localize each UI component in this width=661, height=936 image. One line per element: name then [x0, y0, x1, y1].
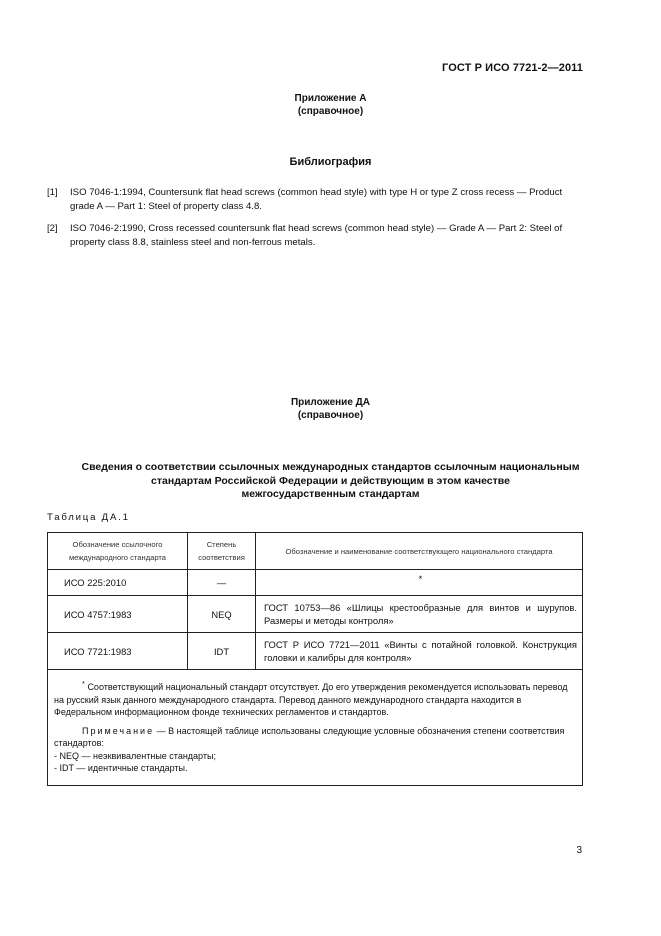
national-standard-cell: *: [256, 570, 583, 596]
intl-standard-cell: ИСО 225:2010: [48, 570, 188, 596]
table-header-row: [48, 533, 583, 570]
intl-standard-cell: ИСО 7721:1983: [48, 633, 188, 670]
degree-cell: —: [188, 570, 256, 596]
header-national-standard: Обозначение и наименование соответствующего национального стандарта: [256, 533, 583, 570]
bibliography-item-number: [2]: [47, 223, 58, 234]
appendix-a-heading: [0, 92, 661, 118]
svedeniya-line-3: межгосударственным стандартам: [241, 488, 420, 500]
national-standard-cell: ГОСТ 10753—86 «Шлицы крестообразные для винтов и шурупов. Размеры и методы контроля»: [256, 596, 583, 633]
bibliography-item: [47, 222, 583, 250]
table-row: [48, 596, 583, 633]
header-intl-standard: Обозначение ссылочного международного стандарта: [48, 533, 188, 570]
bibliography-title: Библиография: [289, 156, 372, 168]
footnote-mark: *: [82, 679, 85, 688]
table-footnote-row: [48, 670, 583, 786]
legend-item: - NEQ — неэквивалентные стандарты;: [54, 750, 216, 761]
note-text: — В настоящей таблице использованы следующие условные обозначения степени соответствия стандартов:: [54, 725, 565, 748]
table-row: [48, 570, 583, 596]
table-row: [48, 633, 583, 670]
table-note: [54, 725, 576, 750]
header-degree: Степень соответствия: [188, 533, 256, 570]
footnote-body: Соответствующий национальный стандарт отсутствует. До его утверждения рекомендуется использовать перевод на русский язык данного международного стандарта. Перевод данного международного стандарта находится в Федеральном информационном фонде технических регламентов и стандартов.: [54, 682, 568, 717]
svedeniya-title: [0, 461, 661, 502]
svedeniya-line-2: стандартам Российской Федерации и действующим в этом качестве: [151, 474, 510, 487]
document-code-header: ГОСТ Р ИСО 7721-2—2011: [442, 62, 583, 74]
table-footnote-cell: [48, 670, 583, 786]
footnote-text: [54, 678, 576, 719]
svedeniya-line-1: Сведения о соответствии ссылочных международных стандартов ссылочным национальным: [81, 461, 580, 473]
intl-standard-cell: ИСО 4757:1983: [48, 596, 188, 633]
bibliography-item-text: ISO 7046-1:1994, Countersunk flat head screws (common head style) with type H or type Z cross recess — Product grade A — Part 1: Steel of property class 4.8.: [70, 187, 563, 212]
bibliography-item-text: ISO 7046-2:1990, Cross recessed countersunk flat head screws (common head style) — Grade A — Part 2: Steel of property class 8.8, stainless steel and non-ferrous metals.: [70, 223, 563, 248]
appendix-da-heading: [0, 396, 661, 422]
appendix-a-subtitle: (справочное): [297, 106, 364, 117]
degree-cell: IDT: [188, 633, 256, 670]
note-label: Примечание: [82, 725, 155, 736]
appendix-da-subtitle: (справочное): [297, 410, 364, 421]
legend-item: - IDT — идентичные стандарты.: [54, 763, 188, 773]
page-number: 3: [576, 845, 582, 856]
degree-cell: NEQ: [188, 596, 256, 633]
bibliography-item-number: [1]: [47, 187, 58, 198]
national-standard-cell: ГОСТ Р ИСО 7721—2011 «Винты с потайной головкой. Конструкция головки и калибры для контроля»: [256, 633, 583, 670]
table-caption: Таблица ДА.1: [47, 512, 130, 523]
appendix-da-title: Приложение ДА: [290, 397, 371, 408]
bibliography-item: [47, 186, 583, 214]
appendix-a-title: Приложение А: [294, 93, 367, 104]
correspondence-table: [47, 532, 583, 786]
